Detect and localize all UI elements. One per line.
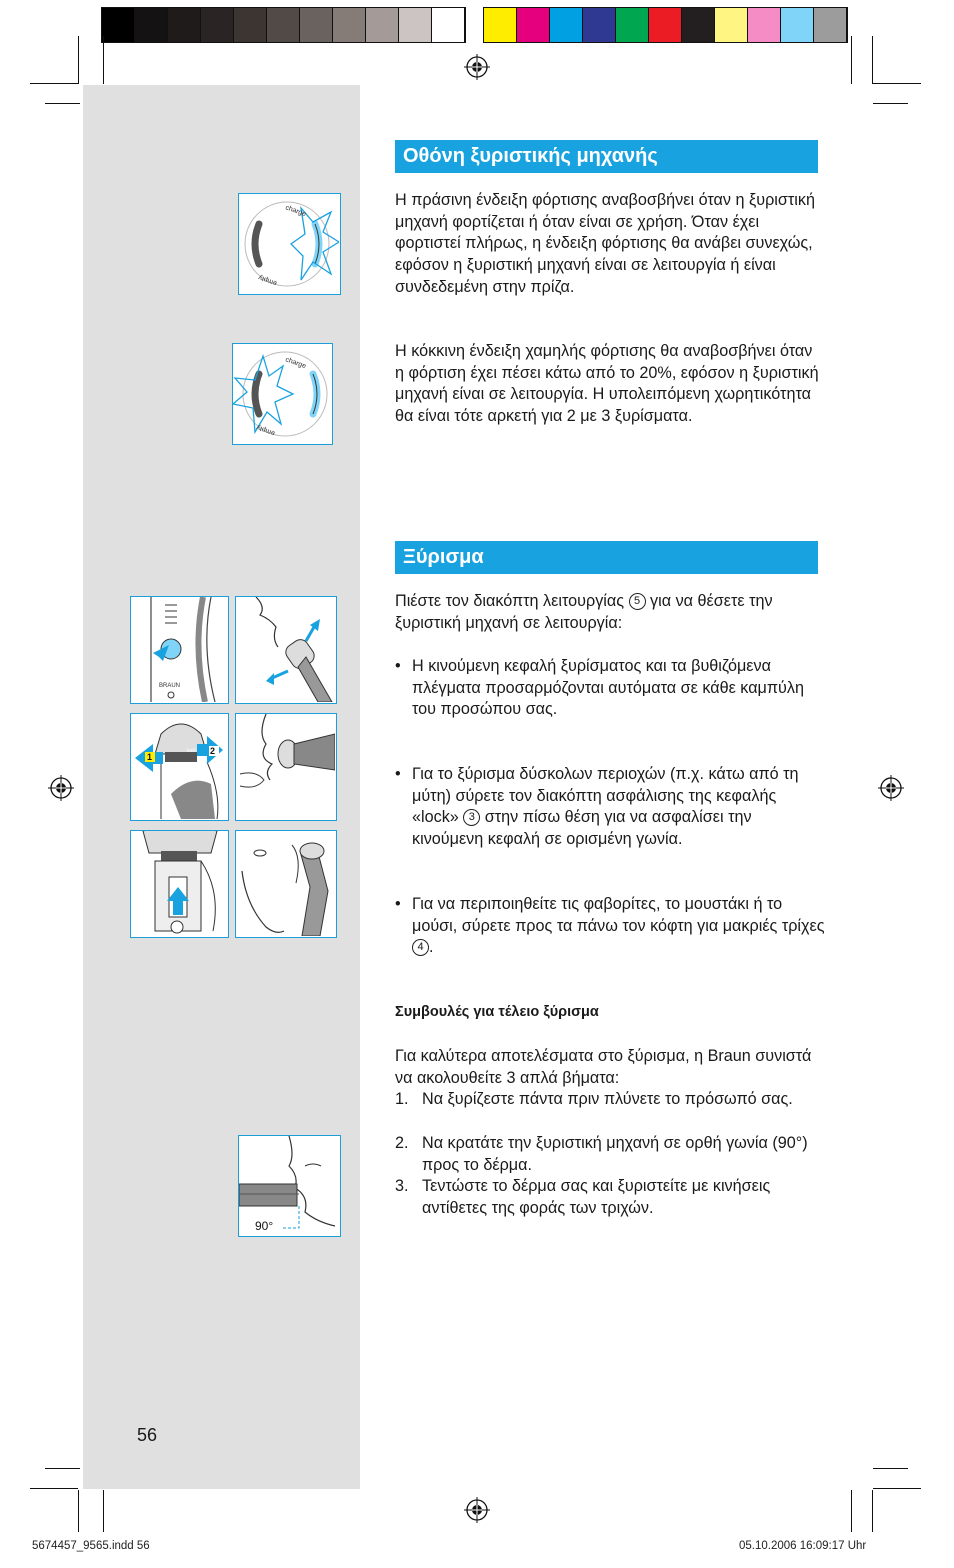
color-swatch (399, 8, 432, 42)
bullet-dot: • (395, 657, 401, 675)
color-swatch (517, 8, 550, 42)
step2-label: 2 (210, 746, 216, 756)
step-text: Τεντώστε το δέρμα σας και ξυριστείτε με κινήσεις αντίθετες της φοράς των τριχών. (422, 1177, 771, 1217)
section-title-shaving: Ξύρισμα (395, 541, 818, 574)
bullet-text-part: . (429, 938, 434, 957)
bullet-text (395, 894, 825, 959)
crop-mark (103, 36, 104, 84)
color-swatch (432, 8, 465, 42)
color-swatch (715, 8, 748, 42)
paragraph-shaving-intro (395, 591, 825, 634)
step1-label: 1 (147, 752, 153, 762)
bullet-dot: • (395, 895, 401, 913)
bullet-item (395, 894, 825, 959)
color-swatch (550, 8, 583, 42)
step-number: 1. (395, 1090, 409, 1108)
crop-mark (45, 1468, 80, 1469)
intro-text: για να θέσετε την ξυριστική μηχανή σε λειτουργία: (395, 592, 773, 632)
callout-number: 3 (463, 809, 480, 826)
paragraph-charge-indicator: Η πράσινη ένδειξη φόρτισης αναβοσβήνει όταν η ξυριστική μηχανή φορτίζεται ή όταν είναι σε χρήση. Όταν έχει φορτιστεί πλήρως, η ένδειξη φόρτισης θα ανάβει συνεχώς, εφόσον η ξυριστική μηχανή είναι σε λειτουργία ή είναι συνδεδεμένη στην πρίζα. (395, 191, 815, 296)
bullet-text: Η κινούμενη κεφαλή ξυρίσματος και τα βυθιζόμενα πλέγματα προσαρμόζονται αυτόματα σε κάθε καμπύλη του προσώπου σας. (412, 657, 804, 719)
figure-90-degree-angle (238, 1135, 341, 1237)
figure-display-low-charge (232, 343, 333, 445)
bullet-text-part: Για να περιποιηθείτε τις φαβορίτες, το μουστάκι ή το μούσι, σύρετε προς τα πάνω τον κόφτη για μακριές τρίχες (412, 895, 825, 935)
tips-title: Συμβουλές για τέλειο ξύρισμα (395, 1004, 599, 1020)
crop-mark (851, 1490, 852, 1532)
tips-step (395, 1089, 825, 1111)
intro-text: Πιέστε τον διακόπτη λειτουργίας (395, 592, 629, 610)
brand-label: BRAUN (159, 683, 181, 689)
callout-number: 5 (629, 593, 646, 610)
bullet-dot: • (395, 765, 401, 783)
angle-label: 90° (255, 1219, 274, 1233)
paragraph-low-charge: Η κόκκινη ένδειξη χαμηλής φόρτισης θα αναβοσβήνει όταν η φόρτιση έχει πέσει κάτω από το 20%, εφόσον η ξυριστική μηχανή είναι σε λειτουργία. Η υπολειπόμενη χωρητικότητα θα είναι τότε αρκετή για 2 με 3 ξυρίσματα. (395, 342, 819, 426)
color-swatch (168, 8, 201, 42)
color-swatch (583, 8, 616, 42)
color-swatch (267, 8, 300, 42)
crop-mark (873, 83, 921, 84)
figure-lock-switch (130, 713, 229, 821)
bullet-text-part: στην πίσω θέση για να ασφαλίσει την κινούμενη κεφαλή σε ορισμένη γωνία. (412, 808, 752, 849)
bullet-text (395, 764, 825, 851)
color-swatch (366, 8, 399, 42)
color-swatch (649, 8, 682, 42)
step-text: Να κρατάτε την ξυριστική μηχανή σε ορθή γωνία (90°) προς το δέρμα. (422, 1134, 808, 1174)
empty-label: empty (255, 423, 276, 437)
step-number: 2. (395, 1134, 409, 1152)
charge-label: charge (284, 356, 307, 371)
crop-mark (873, 103, 908, 104)
footer-file-info: 5674457_9565.indd 56 (32, 1540, 150, 1552)
color-swatch (201, 8, 234, 42)
charge-label: charge (284, 204, 307, 219)
crop-mark (872, 1490, 873, 1532)
bullet-item (395, 764, 825, 851)
tips-intro: Για καλύτερα αποτελέσματα στο ξύρισμα, η Braun συνιστά να ακολουθείτε 3 απλά βήματα: (395, 1047, 812, 1087)
color-swatch (748, 8, 781, 42)
color-swatch (814, 8, 847, 42)
figure-pivoting-head (235, 596, 337, 704)
registration-mark-icon (464, 54, 490, 80)
crop-mark (30, 1488, 78, 1489)
figure-trimming-sideburns (235, 830, 337, 938)
gray-color-bar (101, 7, 466, 43)
crop-mark (103, 1490, 104, 1532)
color-swatch (682, 8, 715, 42)
process-color-bar (483, 7, 848, 43)
crop-mark (45, 103, 80, 104)
color-swatch (333, 8, 366, 42)
figure-display-charge (238, 193, 341, 295)
tips-step (395, 1133, 825, 1176)
registration-mark-icon (464, 1497, 490, 1523)
crop-mark (873, 1488, 921, 1489)
footer-datetime: 05.10.2006 16:09:17 Uhr (739, 1540, 867, 1552)
section-title-display: Οθόνη ξυριστικής μηχανής (395, 140, 818, 173)
crop-mark (872, 36, 873, 84)
color-swatch (102, 8, 135, 42)
registration-mark-icon (878, 775, 904, 801)
color-swatch (234, 8, 267, 42)
color-swatch (484, 8, 517, 42)
crop-mark (78, 1490, 79, 1532)
figure-long-hair-trimmer (130, 830, 229, 938)
empty-label: empty (257, 273, 278, 287)
crop-mark (78, 36, 79, 84)
figure-on-off-switch (130, 596, 229, 704)
crop-mark (873, 1468, 908, 1469)
bullet-text-part: Για το ξύρισμα δύσκολων περιοχών (π.χ. κάτω από τη μύτη) σύρετε τον διακόπτη ασφάλισης της κεφαλής «lock» (412, 765, 799, 827)
page-number: 56 (137, 1425, 158, 1445)
bullet-item (395, 656, 825, 721)
color-swatch (781, 8, 814, 42)
step-text: Να ξυρίζεστε πάντα πριν πλύνετε το πρόσωπό σας. (422, 1090, 793, 1108)
crop-mark (851, 36, 852, 84)
color-swatch (135, 8, 168, 42)
color-swatch (300, 8, 333, 42)
figure-shaving-under-nose (235, 713, 337, 821)
step-number: 3. (395, 1177, 409, 1195)
callout-number: 4 (412, 939, 429, 956)
crop-mark (30, 83, 78, 84)
color-swatch (616, 8, 649, 42)
registration-mark-icon (48, 775, 74, 801)
tips-step (395, 1176, 825, 1219)
lock-label: lock (187, 748, 196, 754)
